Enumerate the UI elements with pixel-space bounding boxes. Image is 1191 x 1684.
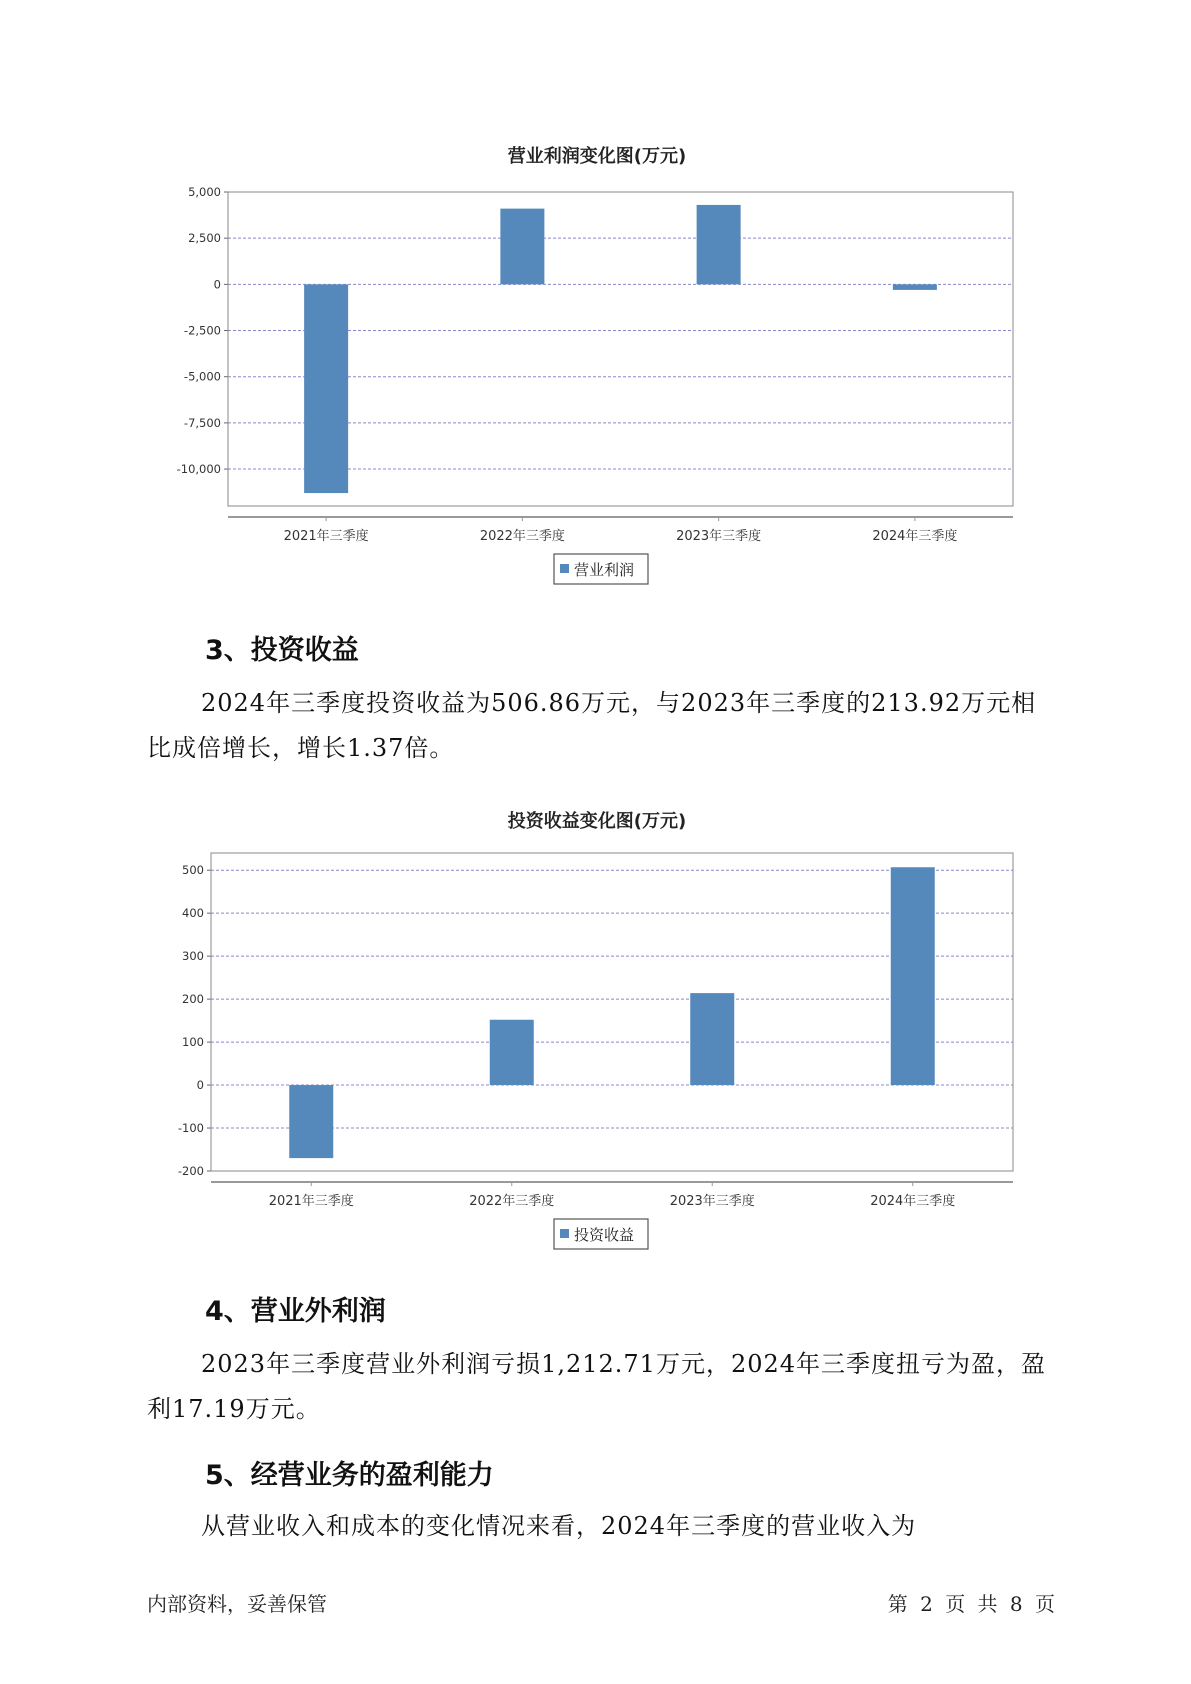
y-tick-label: -100 <box>177 1121 204 1136</box>
x-tick-label: 2023年三季度 <box>676 529 762 544</box>
operating-profit-chart <box>0 140 1191 590</box>
y-tick-label: -5,000 <box>183 369 221 384</box>
investment-income-chart <box>0 805 1191 1255</box>
bar <box>893 284 937 290</box>
footer-confidential-note: 内部资料，妥善保管 <box>147 1592 327 1616</box>
bar <box>490 1020 534 1085</box>
bar <box>697 205 741 284</box>
y-tick-label: 200 <box>182 992 204 1007</box>
chart-legend <box>554 554 648 584</box>
legend-swatch <box>560 564 569 573</box>
x-tick-label: 2024年三季度 <box>872 529 958 544</box>
y-tick-label: -2,500 <box>183 323 221 338</box>
y-tick-label: 2,500 <box>188 231 221 246</box>
paragraph-investment-income: 2024年三季度投资收益为506.86万元，与2023年三季度的213.92万元相比成倍增长，增长1.37倍。 <box>147 689 1037 762</box>
footer-page-number: 第 2 页 共 8 页 <box>887 1592 1055 1616</box>
bar <box>500 209 544 285</box>
bar <box>690 993 734 1085</box>
heading-business-profitability: 5、经营业务的盈利能力 <box>205 1460 494 1491</box>
x-tick-label: 2024年三季度 <box>870 1194 956 1209</box>
bar <box>891 867 935 1085</box>
y-tick-label: 0 <box>196 1078 204 1093</box>
x-tick-label: 2023年三季度 <box>669 1194 755 1209</box>
chart-legend <box>554 1219 648 1249</box>
y-tick-label: -10,000 <box>176 462 221 477</box>
bar <box>289 1085 333 1158</box>
legend-swatch <box>560 1229 569 1238</box>
x-tick-label: 2021年三季度 <box>283 529 369 544</box>
chart-title: 投资收益变化图(万元) <box>507 811 687 832</box>
y-tick-label: 500 <box>182 863 204 878</box>
bar <box>304 284 348 493</box>
x-tick-label: 2022年三季度 <box>479 529 565 544</box>
y-tick-label: 400 <box>182 906 204 921</box>
heading-investment-income: 3、投资收益 <box>205 635 359 666</box>
paragraph-business-profitability: 从营业收入和成本的变化情况来看，2024年三季度的营业收入为 <box>201 1512 917 1540</box>
y-tick-label: 300 <box>182 949 204 964</box>
legend-label: 投资收益 <box>574 1226 635 1244</box>
y-tick-label: 5,000 <box>188 185 221 199</box>
x-tick-label: 2022年三季度 <box>469 1194 555 1209</box>
x-tick-label: 2021年三季度 <box>268 1194 354 1209</box>
y-tick-label: 100 <box>182 1035 204 1050</box>
investment-income-chart-svg <box>0 805 1191 1255</box>
paragraph-non-operating-profit: 2023年三季度营业外利润亏损1,212.71万元，2024年三季度扭亏为盈，盈利17.19万元。 <box>147 1350 1047 1423</box>
y-tick-label: 0 <box>213 277 221 292</box>
y-tick-label: -7,500 <box>183 415 221 430</box>
legend-label: 营业利润 <box>574 561 635 579</box>
operating-profit-chart-svg <box>0 140 1191 590</box>
y-tick-label: -200 <box>177 1164 204 1178</box>
chart-title: 营业利润变化图(万元) <box>507 146 687 167</box>
heading-non-operating-profit: 4、营业外利润 <box>205 1296 386 1327</box>
